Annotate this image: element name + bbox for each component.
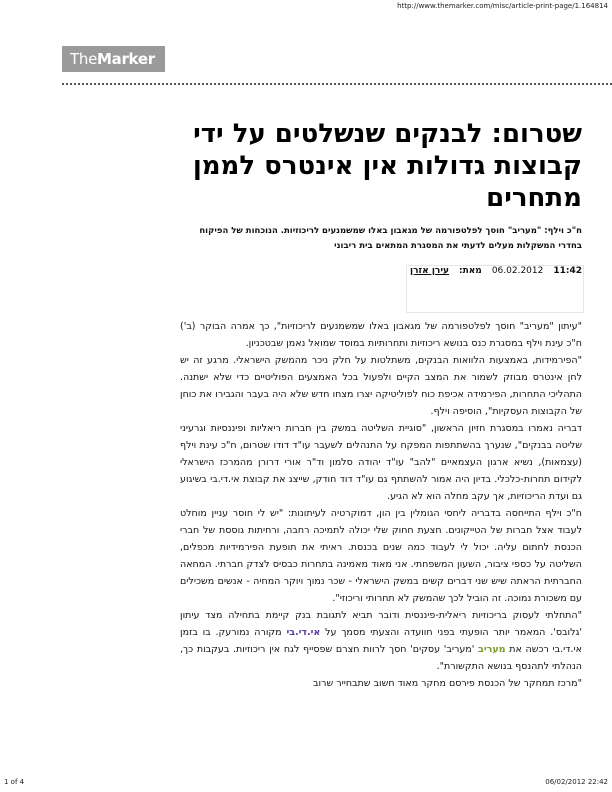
article-date: 06.02.2012	[491, 266, 544, 276]
author-link[interactable]: עירן אזרן	[410, 266, 449, 276]
paragraph-3: דבריה נאמרו במסגרת חזיון הראשון, "סוגיית השליטה במשק בין חברות ריאליות ופיננסיות וגרעיני שליטה בבנקים", שנערך בהשתתפות המפקח על התנהלים לשעבר עו"ד דודו שטרום, ח"כ עינת וילף (עצמאות), נשיא ארגון העצמאיים "להב" עו"ד יהודה סלמון וד"ר אורי דרורן מהמרכז הישראלי לקידום תחרות-כלכלי. בדיון היה אמור להשתתף גם עו"ד דוד חודק, שייצג את קבוצת אי.די.בי בשיגוע גם ועדת הריכוזיות, אך עקב מחלה הוא לא הגיע.	[180, 423, 582, 502]
header-divider	[62, 83, 612, 85]
article-headline: שטרום: לבנקים שנשלטים על ידי קבוצות גדולות אין אינטרס לממן מתחרים	[192, 119, 582, 213]
logo-text-the: The	[70, 50, 97, 68]
article-header	[180, 118, 582, 276]
print-datetime: 06/02/2012 22:42	[545, 778, 608, 786]
article-subhead: ח"כ וילף: "מעריב" חוסך לפלטפורמה של מגאבון באלו שמשמנעים לריכוזיות. הנוכחות של הפיקוח בחדרי המשקלות מעלים לדעתי את המסגרת המתאים בית ריבוני	[199, 226, 582, 251]
inline-link-maariv[interactable]: מעריב	[478, 644, 506, 655]
article-body	[180, 318, 582, 692]
paragraph-4: ח"כ וילף התייחסה בדבריה ליחסי הגומלין בין הון, דמוקרטיה לעיתונות: "יש לי חוסר עניין מוחלט לעבוד אצל חברות של הטייקונים. חצעת חחוק שלי יכולה לתמיכה רחבה, ורחיתות גוססת של חברי הכנסת לחתום עליה. יכול לי לעבוד כמה שנים בכנסת. ראיתי את תופעת הפירמידיות מכפלים, השליטה על כספי ציבור, השעון המשפחתי. אני מאוד מאמינה בתחרות כבסיס לצדק חברתי. המחאה החברתית הראתה שיש שני דברים קשים במשק הישראלי - שכר נמוך ויוקר המחיה - אנשים משכילים עם משכורת נמוכה. זה הוביל לכך שהמשק לא תחרותי וריכוזי".	[180, 508, 582, 604]
page-number: 1 of 4	[4, 778, 25, 786]
print-url: http://www.themarker.com/misc/article-print-page/1.164814	[397, 2, 608, 10]
paragraph-5: "התחלתי לעסוק בריכוזיות ריאלית-פיננסית ודובר תביא לתגובת בנק קיימת בתחילה מצד עיתון 'גלובס'. המאמר יותר הופעתי בפני חוועדה והצעתי מסמך על אי.די.בי מקורה נמורעק. בו בזמן אי.די.בי רכשה את מעריב 'מעריב' עסקים' חסך לרוות חצרם שפסייף לגח אין ריכוזיות. בעקבות כך, הנהלתי לתהנסף בנושא התקשורת".	[180, 610, 583, 672]
logo-text-marker: Marker	[97, 50, 155, 68]
author-label: מאת:	[459, 266, 482, 276]
article-image-placeholder	[406, 265, 584, 313]
inline-link-idb[interactable]: אי.די.בי	[286, 627, 321, 638]
paragraph-2: "הפירמידות, באמצעות הלוואות הבנקים, משתלטות על חלק ניכר מהמשק הישראלי. מרגע זה יש לחן אינטרס מבוזק לשמור את המצב הקיים ולפעול בכל האמצעים הפוליטיים כדי שלא ישתנה. התהליכי התחרות, הפירמידה אכיפת כוח לפוליטיקה יצרו מצחו חדש שלא היה בעבר והגבירו את כוחן של הקבוצות העסקיות", הוסיפה וילף.	[180, 355, 582, 417]
paragraph-6: "מרכז תמחקר של הכנסת פירסם מחקר מאוד חשוב שתבחייר שרוב	[313, 678, 582, 689]
paragraph-1: "עיתון "מעריב" חוסך לפלטפורמה של מגאבון באלו שמשמנעים לריכוזיות", כך אמרה הבוקר (ב') ח"כ עינת וילף במסגרת כנס בנושא ריכוזיות ותחרותיות במוסד שמואל נאמן שבטכניון.	[180, 321, 582, 349]
article-time: 11:42	[553, 266, 582, 276]
themarker-logo[interactable]	[62, 46, 165, 72]
